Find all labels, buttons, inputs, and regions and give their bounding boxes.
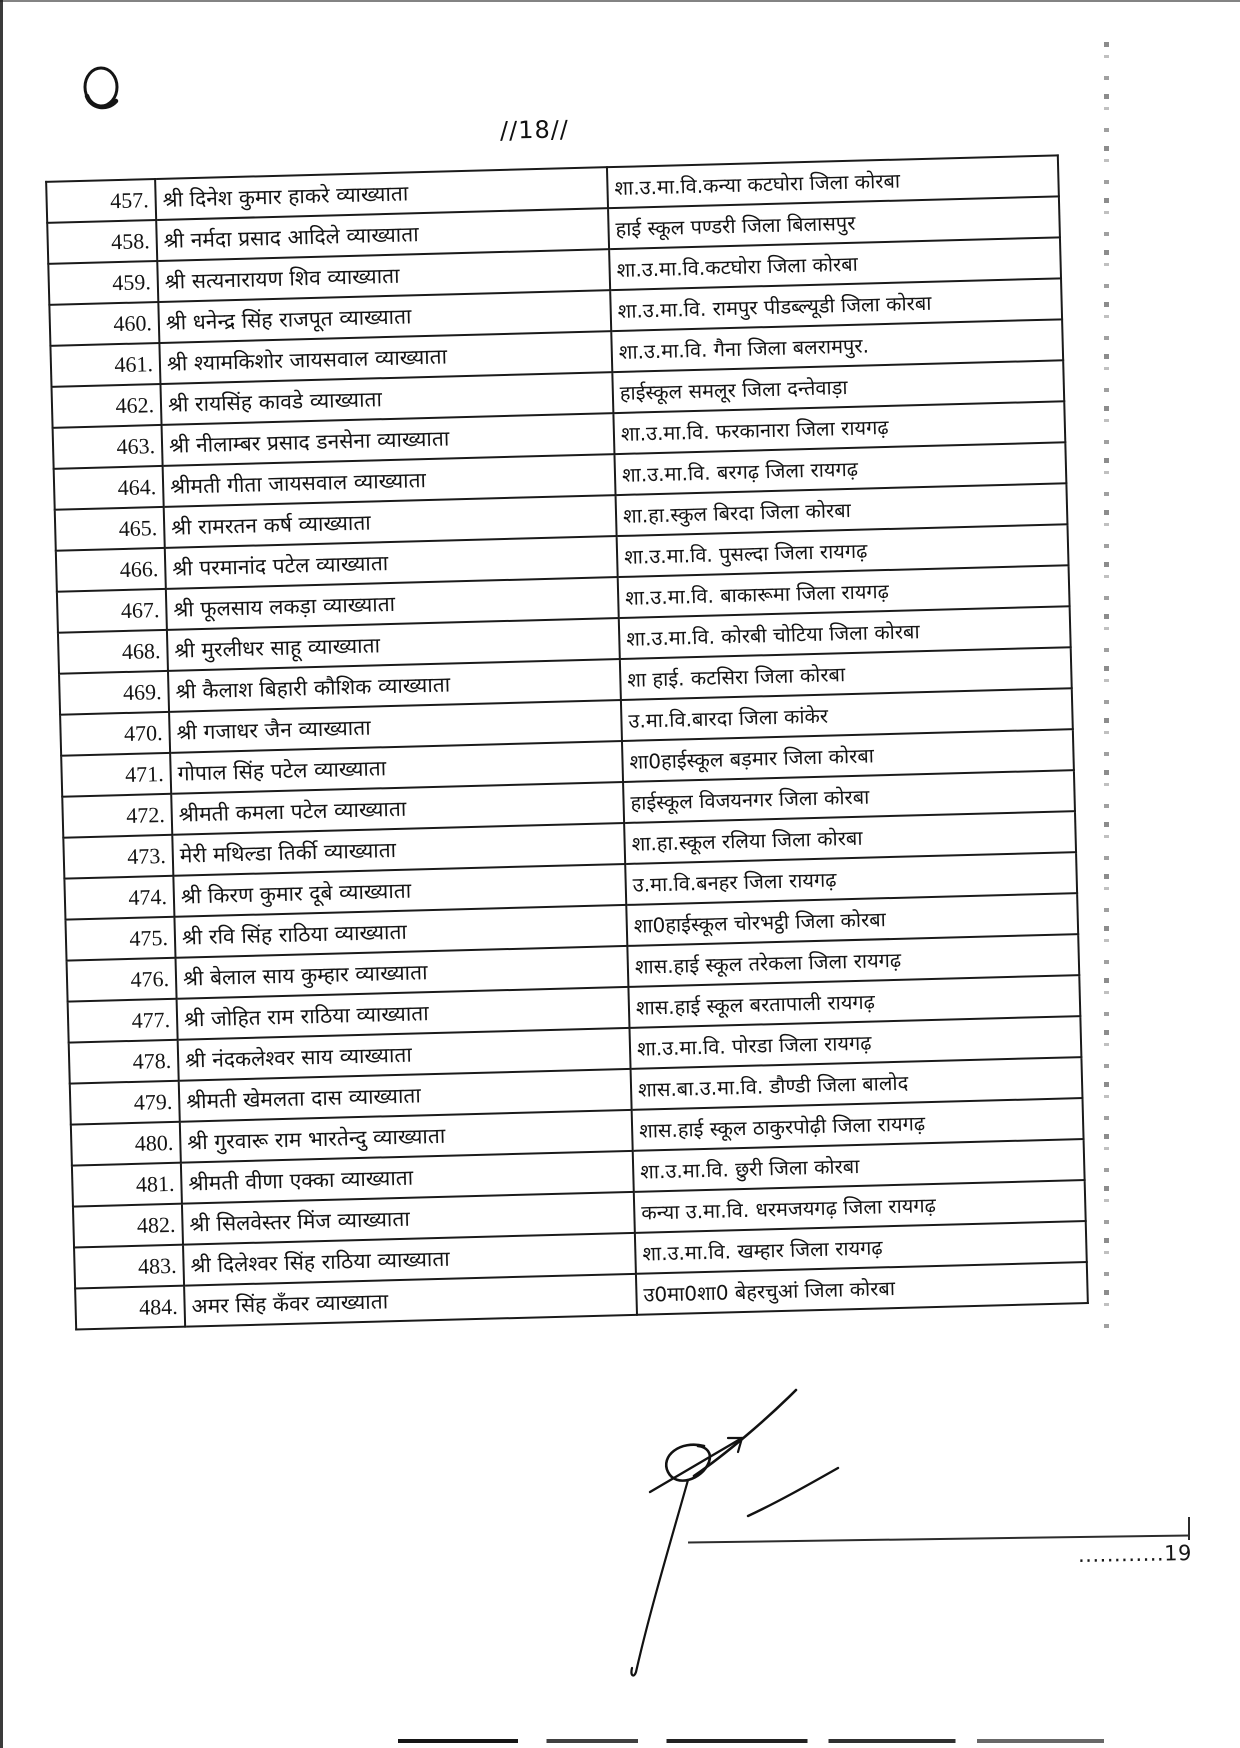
cell-serial: 472. (62, 794, 172, 838)
cell-school: शा.उ.मा.वि. फरकानारा जिला रायगढ़ (613, 401, 1065, 454)
cell-school: शा.उ.मा.वि. बाकारूमा जिला रायगढ़ (618, 565, 1070, 618)
cell-school: शा.उ.मा.वि. छुरी जिला कोरबा (633, 1139, 1085, 1192)
cell-school: हाईस्कूल समलूर जिला दन्तेवाड़ा (612, 360, 1064, 413)
cell-name: श्री नर्मदा प्रसाद आदिले व्याख्याता (156, 208, 609, 261)
cell-name: श्री गजाधर जैन व्याख्याता (169, 700, 622, 753)
cell-school: शास.हाई स्कूल ठाकुरपोढ़ी जिला रायगढ़ (632, 1098, 1084, 1151)
cell-name: श्रीमती गीता जायसवाल व्याख्याता (163, 454, 616, 507)
cell-school: हाईस्कूल विजयनगर जिला कोरबा (623, 770, 1075, 823)
cell-school: शास.हाई स्कूल तरेकला जिला रायगढ़ (627, 934, 1079, 987)
cell-name: श्री जोहित राम राठिया व्याख्याता (177, 987, 630, 1040)
cell-school: शा.हा.स्कूल रलिया जिला कोरबा (624, 811, 1076, 864)
roster-table-body (46, 155, 1088, 1329)
cell-serial: 475. (65, 917, 175, 961)
cell-serial: 483. (74, 1245, 184, 1289)
cell-serial: 478. (69, 1040, 179, 1084)
cell-serial: 468. (58, 630, 168, 674)
cell-school: शा0हाईस्कूल चोरभट्ठी जिला कोरबा (626, 893, 1078, 946)
cell-serial: 464. (54, 466, 164, 510)
cell-name: श्री रायसिंह कावडे व्याख्याता (160, 372, 613, 425)
cell-school: शा.उ.मा.वि. पोरडा जिला रायगढ़ (629, 1016, 1081, 1069)
cell-school: शा.उ.मा.वि. कोरबी चोटिया जिला कोरबा (619, 606, 1071, 659)
page-number-header: //18// (499, 115, 570, 145)
cell-serial: 459. (48, 261, 158, 305)
cell-school: शा.उ.मा.वि. खम्हार जिला रायगढ़ (635, 1221, 1087, 1274)
cell-name: श्री नीलाम्बर प्रसाद डनसेना व्याख्याता (162, 413, 615, 466)
pen-circle-mark (76, 60, 126, 116)
cell-school: शा.उ.मा.वि. पुसल्दा जिला रायगढ़ (617, 524, 1069, 577)
cell-name: श्री रामरतन कर्ष व्याख्याता (164, 495, 617, 548)
cell-name: श्री सिलवेस्तर मिंज व्याख्याता (182, 1192, 635, 1245)
cell-serial: 473. (63, 835, 173, 879)
cell-serial: 467. (57, 589, 167, 633)
cell-serial: 481. (72, 1163, 182, 1207)
scan-bleed-right (1104, 42, 1109, 1332)
roster-table (45, 155, 1047, 1330)
cell-name: मेरी मथिल्डा तिर्की व्याख्याता (172, 823, 625, 876)
page-number-footer: ............19 (1077, 1541, 1193, 1567)
signature-mark (600, 1368, 860, 1683)
cell-name: श्री रवि सिंह राठिया व्याख्याता (174, 905, 627, 958)
cell-school: शा हाई. कटसिरा जिला कोरबा (620, 647, 1072, 700)
cell-serial: 463. (53, 425, 163, 469)
cell-name: श्री सत्यनारायण शिव व्याख्याता (157, 249, 610, 302)
cell-name: श्रीमती खेमलता दास व्याख्याता (179, 1069, 632, 1122)
cell-serial: 458. (47, 220, 157, 264)
cell-serial: 479. (70, 1081, 180, 1125)
cell-name: श्री कैलाश बिहारी कौशिक व्याख्याता (168, 659, 621, 712)
cell-serial: 477. (68, 999, 178, 1043)
cell-name: श्री मुरलीधर साहू व्याख्याता (167, 618, 620, 671)
cell-serial: 457. (46, 179, 156, 223)
cell-school: शास.हाई स्कूल बरतापाली रायगढ़ (628, 975, 1080, 1028)
scan-bleed-line-corner (1188, 1517, 1190, 1540)
cell-serial: 484. (75, 1286, 185, 1330)
scan-edge-left (0, 0, 3, 1748)
roster-table-grid (45, 154, 1089, 1330)
scan-edge-bottom (398, 1739, 1104, 1743)
cell-school: उ.मा.वि.बनहर जिला रायगढ़ (625, 852, 1077, 905)
cell-school: उ0मा0शा0 बेहरचुआं जिला कोरबा (636, 1262, 1088, 1315)
cell-school: शा.उ.मा.वि.कन्या कटघोरा जिला कोरबा (607, 155, 1059, 208)
cell-serial: 480. (71, 1122, 181, 1166)
cell-serial: 470. (60, 712, 170, 756)
cell-name: अमर सिंह कँवर व्याख्याता (184, 1274, 637, 1327)
cell-serial: 466. (56, 548, 166, 592)
cell-name: श्री दिनेश कुमार हाकरे व्याख्याता (155, 167, 608, 220)
cell-serial: 461. (50, 343, 160, 387)
cell-name: श्री फूलसाय लकड़ा व्याख्याता (166, 577, 619, 630)
cell-name: श्री नंदकलेश्वर साय व्याख्याता (178, 1028, 631, 1081)
cell-school: कन्या उ.मा.वि. धरमजयगढ़ जिला रायगढ़ (634, 1180, 1086, 1233)
cell-name: श्री किरण कुमार दूबे व्याख्याता (173, 864, 626, 917)
scan-edge-top (0, 0, 1240, 2)
cell-serial: 474. (64, 876, 174, 920)
cell-name: श्रीमती वीणा एक्का व्याख्याता (181, 1151, 634, 1204)
cell-serial: 476. (67, 958, 177, 1002)
cell-name: श्री बेलाल साय कुम्हार व्याख्याता (175, 946, 628, 999)
cell-serial: 469. (59, 671, 169, 715)
cell-serial: 465. (55, 507, 165, 551)
cell-name: श्री परमानांद पटेल व्याख्याता (165, 536, 618, 589)
cell-serial: 462. (52, 384, 162, 428)
cell-name: श्रीमती कमला पटेल व्याख्याता (171, 782, 624, 835)
cell-school: शा.उ.मा.वि.कटघोरा जिला कोरबा (609, 237, 1061, 290)
cell-school: शा.हा.स्कुल बिरदा जिला कोरबा (616, 483, 1068, 536)
cell-name: श्री श्यामकिशोर जायसवाल व्याख्याता (159, 331, 612, 384)
cell-school: शास.बा.उ.मा.वि. डौण्डी जिला बालोद (631, 1057, 1083, 1110)
cell-school: उ.मा.वि.बारदा जिला कांकेर (621, 688, 1073, 741)
cell-name: श्री धनेन्द्र सिंह राजपूत व्याख्याता (158, 290, 611, 343)
cell-serial: 482. (73, 1204, 183, 1248)
cell-school: शा.उ.मा.वि. गैना जिला बलरामपुर. (611, 319, 1063, 372)
cell-name: श्री गुरवारू राम भारतेन्दु व्याख्याता (180, 1110, 633, 1163)
cell-school: हाई स्कूल पण्डरी जिला बिलासपुर (608, 196, 1060, 249)
cell-school: शा.उ.मा.वि. बरगढ़ जिला रायगढ़ (614, 442, 1066, 495)
cell-school: शा0हाईस्कूल बड़मार जिला कोरबा (622, 729, 1074, 782)
cell-serial: 460. (49, 302, 159, 346)
cell-name: श्री दिलेश्वर सिंह राठिया व्याख्याता (183, 1233, 636, 1286)
cell-name: गोपाल सिंह पटेल व्याख्याता (170, 741, 623, 794)
cell-serial: 471. (61, 753, 171, 797)
cell-school: शा.उ.मा.वि. रामपुर पीडब्ल्यूडी जिला कोरबा (610, 278, 1062, 331)
